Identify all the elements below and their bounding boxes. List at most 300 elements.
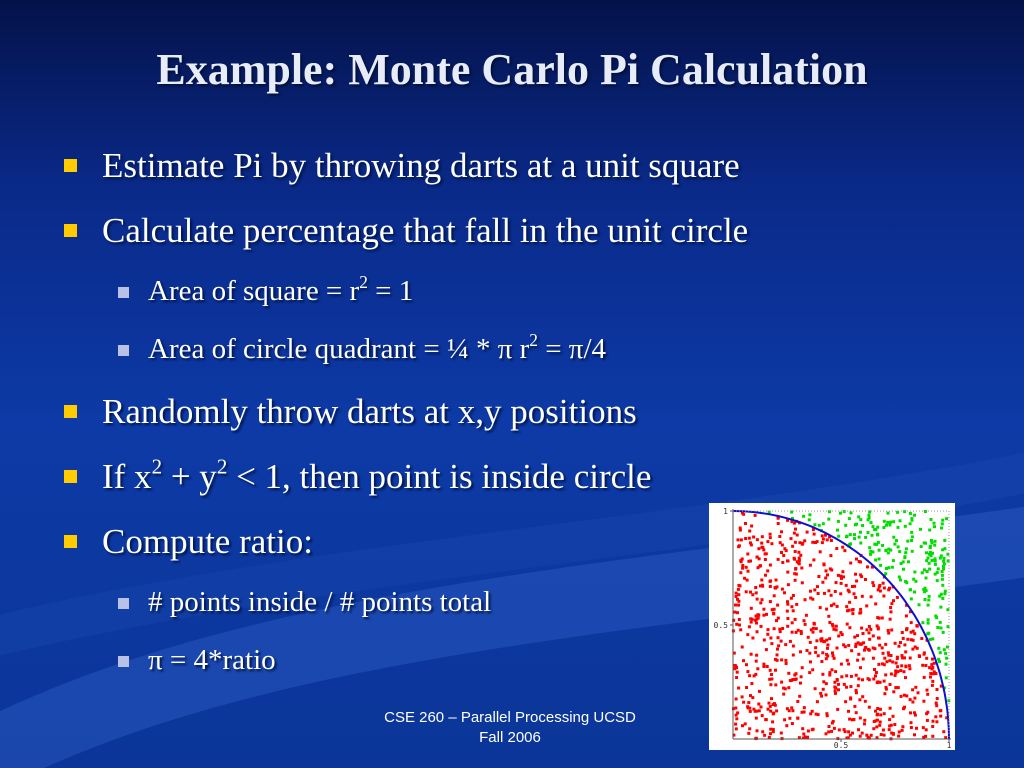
y-tick-label: 0.5 bbox=[713, 621, 728, 630]
point-inside bbox=[788, 709, 791, 712]
point-inside bbox=[745, 686, 748, 689]
point-inside bbox=[865, 628, 868, 631]
point-inside bbox=[751, 593, 754, 596]
point-outside bbox=[909, 512, 912, 515]
point-inside bbox=[898, 645, 901, 648]
point-outside bbox=[934, 540, 937, 543]
point-outside bbox=[808, 518, 811, 521]
monte-carlo-plot bbox=[709, 503, 955, 750]
point-inside bbox=[755, 654, 758, 657]
point-inside bbox=[876, 707, 879, 710]
point-inside bbox=[820, 660, 823, 663]
point-inside bbox=[735, 717, 738, 720]
point-outside bbox=[892, 520, 895, 523]
point-outside bbox=[859, 518, 862, 521]
point-inside bbox=[859, 608, 862, 611]
point-inside bbox=[934, 715, 937, 718]
point-inside bbox=[903, 670, 906, 673]
point-inside bbox=[855, 580, 858, 583]
point-inside bbox=[881, 617, 884, 620]
point-inside bbox=[811, 598, 814, 601]
point-inside bbox=[894, 642, 897, 645]
point-inside bbox=[821, 541, 824, 544]
point-outside bbox=[926, 632, 929, 635]
point-inside bbox=[822, 538, 825, 541]
point-inside bbox=[887, 588, 890, 591]
point-inside bbox=[939, 709, 942, 712]
point-inside bbox=[887, 629, 890, 632]
point-inside bbox=[792, 609, 795, 612]
point-inside bbox=[772, 730, 775, 733]
point-inside bbox=[896, 665, 899, 668]
point-inside bbox=[876, 713, 879, 716]
point-inside bbox=[915, 624, 918, 627]
point-inside bbox=[754, 514, 757, 517]
point-inside bbox=[915, 727, 918, 730]
point-inside bbox=[739, 628, 742, 631]
point-inside bbox=[765, 613, 768, 616]
point-inside bbox=[841, 633, 844, 636]
point-inside bbox=[796, 717, 799, 720]
point-inside bbox=[926, 689, 929, 692]
point-inside bbox=[769, 600, 772, 603]
point-inside bbox=[838, 728, 841, 731]
point-inside bbox=[913, 632, 916, 635]
point-outside bbox=[861, 524, 864, 527]
point-outside bbox=[897, 526, 900, 529]
point-inside bbox=[750, 525, 753, 528]
point-inside bbox=[778, 535, 781, 538]
point-inside bbox=[825, 693, 828, 696]
point-inside bbox=[906, 638, 909, 641]
point-inside bbox=[769, 710, 772, 713]
point-inside bbox=[847, 644, 850, 647]
point-inside bbox=[739, 527, 742, 530]
point-inside bbox=[793, 572, 796, 575]
point-inside bbox=[803, 711, 806, 714]
point-inside bbox=[791, 621, 794, 624]
point-inside bbox=[931, 725, 934, 728]
point-inside bbox=[896, 656, 899, 659]
point-inside bbox=[825, 657, 828, 660]
point-inside bbox=[735, 666, 738, 669]
point-inside bbox=[747, 701, 750, 704]
point-inside bbox=[773, 627, 776, 630]
point-inside bbox=[878, 724, 881, 727]
point-inside bbox=[793, 558, 796, 561]
point-inside bbox=[856, 634, 859, 637]
x-tick-label: 0.5 bbox=[833, 741, 849, 750]
point-inside bbox=[904, 650, 907, 653]
point-inside bbox=[878, 586, 881, 589]
point-inside bbox=[734, 723, 737, 726]
point-inside bbox=[883, 734, 886, 737]
point-inside bbox=[803, 539, 806, 542]
point-outside bbox=[858, 536, 861, 539]
point-inside bbox=[872, 657, 875, 660]
point-outside bbox=[934, 560, 937, 563]
point-inside bbox=[773, 594, 776, 597]
point-inside bbox=[841, 570, 844, 573]
point-inside bbox=[857, 684, 860, 687]
point-inside bbox=[848, 718, 851, 721]
point-inside bbox=[740, 538, 743, 541]
point-outside bbox=[883, 520, 886, 523]
point-inside bbox=[872, 584, 875, 587]
point-outside bbox=[887, 551, 890, 554]
point-inside bbox=[761, 535, 764, 538]
point-outside bbox=[939, 557, 942, 560]
point-inside bbox=[847, 663, 850, 666]
point-inside bbox=[926, 693, 929, 696]
point-inside bbox=[749, 617, 752, 620]
point-inside bbox=[788, 717, 791, 720]
point-inside bbox=[758, 557, 761, 560]
point-inside bbox=[817, 592, 820, 595]
point-inside bbox=[847, 589, 850, 592]
point-inside bbox=[741, 646, 744, 649]
point-inside bbox=[790, 706, 793, 709]
point-outside bbox=[918, 603, 921, 606]
point-inside bbox=[872, 634, 875, 637]
bullet-randomly-throw: Randomly throw darts at x,y positions bbox=[102, 392, 637, 431]
point-inside bbox=[922, 726, 925, 729]
point-outside bbox=[827, 518, 830, 521]
point-inside bbox=[874, 602, 877, 605]
point-inside bbox=[754, 586, 757, 589]
point-inside bbox=[882, 595, 885, 598]
point-inside bbox=[913, 711, 916, 714]
point-inside bbox=[853, 705, 856, 708]
point-inside bbox=[789, 640, 792, 643]
point-inside bbox=[776, 604, 779, 607]
point-inside bbox=[819, 630, 822, 633]
point-outside bbox=[945, 663, 948, 666]
point-inside bbox=[908, 667, 911, 670]
point-inside bbox=[900, 664, 903, 667]
point-inside bbox=[879, 708, 882, 711]
point-inside bbox=[768, 702, 771, 705]
bullet-compute-ratio: Compute ratio: bbox=[102, 522, 313, 561]
point-inside bbox=[855, 691, 858, 694]
point-inside bbox=[837, 574, 840, 577]
point-inside bbox=[840, 582, 843, 585]
point-inside bbox=[769, 669, 772, 672]
point-inside bbox=[874, 710, 877, 713]
point-inside bbox=[908, 664, 911, 667]
point-inside bbox=[846, 659, 849, 662]
point-inside bbox=[911, 688, 914, 691]
point-outside bbox=[904, 580, 907, 583]
point-inside bbox=[819, 550, 822, 553]
point-inside bbox=[877, 680, 880, 683]
point-inside bbox=[868, 638, 871, 641]
point-outside bbox=[848, 517, 851, 520]
point-inside bbox=[769, 579, 772, 582]
point-outside bbox=[937, 658, 940, 661]
point-inside bbox=[787, 583, 790, 586]
point-inside bbox=[782, 554, 785, 557]
point-inside bbox=[794, 579, 797, 582]
point-inside bbox=[803, 706, 806, 709]
point-inside bbox=[760, 579, 763, 582]
point-inside bbox=[813, 533, 816, 536]
point-inside bbox=[754, 619, 757, 622]
point-inside bbox=[832, 628, 835, 631]
point-inside bbox=[859, 561, 862, 564]
point-outside bbox=[864, 536, 867, 539]
point-inside bbox=[890, 732, 893, 735]
point-inside bbox=[739, 571, 742, 574]
point-inside bbox=[936, 697, 939, 700]
point-outside bbox=[920, 545, 923, 548]
point-inside bbox=[884, 673, 887, 676]
point-inside bbox=[921, 664, 924, 667]
point-inside bbox=[769, 533, 772, 536]
point-inside bbox=[901, 725, 904, 728]
point-inside bbox=[735, 698, 738, 701]
point-inside bbox=[776, 653, 779, 656]
point-inside bbox=[920, 637, 923, 640]
point-inside bbox=[858, 642, 861, 645]
point-inside bbox=[780, 530, 783, 533]
point-inside bbox=[747, 732, 750, 735]
point-inside bbox=[830, 539, 833, 542]
point-inside bbox=[849, 696, 852, 699]
point-inside bbox=[769, 705, 772, 708]
point-inside bbox=[872, 727, 875, 730]
point-outside bbox=[927, 618, 930, 621]
point-outside bbox=[898, 576, 901, 579]
point-outside bbox=[921, 571, 924, 574]
point-outside bbox=[874, 559, 877, 562]
point-inside bbox=[823, 640, 826, 643]
point-inside bbox=[734, 604, 737, 607]
point-outside bbox=[942, 560, 945, 563]
point-inside bbox=[854, 596, 857, 599]
point-outside bbox=[853, 537, 856, 540]
point-inside bbox=[757, 547, 760, 550]
point-inside bbox=[817, 575, 820, 578]
point-outside bbox=[836, 529, 839, 532]
point-outside bbox=[818, 524, 821, 527]
point-inside bbox=[826, 643, 829, 646]
point-outside bbox=[937, 567, 940, 570]
point-inside bbox=[738, 624, 741, 627]
point-inside bbox=[898, 731, 901, 734]
point-outside bbox=[904, 525, 907, 528]
point-outside bbox=[931, 559, 934, 562]
point-outside bbox=[945, 517, 948, 520]
point-outside bbox=[868, 546, 871, 549]
point-inside bbox=[884, 643, 887, 646]
point-inside bbox=[761, 714, 764, 717]
point-inside bbox=[860, 627, 863, 630]
point-inside bbox=[859, 666, 862, 669]
point-outside bbox=[837, 520, 840, 523]
point-outside bbox=[879, 564, 882, 567]
point-inside bbox=[883, 712, 886, 715]
point-inside bbox=[800, 567, 803, 570]
point-inside bbox=[836, 647, 839, 650]
point-inside bbox=[870, 595, 873, 598]
point-inside bbox=[737, 687, 740, 690]
point-inside bbox=[801, 581, 804, 584]
point-inside bbox=[766, 665, 769, 668]
point-outside bbox=[943, 557, 946, 560]
point-inside bbox=[761, 730, 764, 733]
point-inside bbox=[910, 726, 913, 729]
point-inside bbox=[741, 695, 744, 698]
point-inside bbox=[825, 732, 828, 735]
point-outside bbox=[892, 536, 895, 539]
point-inside bbox=[889, 683, 892, 686]
point-inside bbox=[897, 686, 900, 689]
point-inside bbox=[815, 627, 818, 630]
point-inside bbox=[864, 647, 867, 650]
point-inside bbox=[833, 681, 836, 684]
point-outside bbox=[802, 515, 805, 518]
point-inside bbox=[765, 648, 768, 651]
point-outside bbox=[928, 562, 931, 565]
point-inside bbox=[796, 700, 799, 703]
point-inside bbox=[825, 682, 828, 685]
point-inside bbox=[864, 578, 867, 581]
point-inside bbox=[925, 728, 928, 731]
point-inside bbox=[797, 551, 800, 554]
point-inside bbox=[756, 538, 759, 541]
point-inside bbox=[749, 541, 752, 544]
point-inside bbox=[877, 663, 880, 666]
point-inside bbox=[764, 574, 767, 577]
point-inside bbox=[762, 614, 765, 617]
point-inside bbox=[769, 728, 772, 731]
point-inside bbox=[872, 678, 875, 681]
point-inside bbox=[775, 579, 778, 582]
point-inside bbox=[780, 658, 783, 661]
point-inside bbox=[738, 544, 741, 547]
point-inside bbox=[931, 658, 934, 661]
point-inside bbox=[737, 604, 740, 607]
point-inside bbox=[826, 647, 829, 650]
point-inside bbox=[735, 727, 738, 730]
point-inside bbox=[755, 615, 758, 618]
point-inside bbox=[761, 585, 764, 588]
point-inside bbox=[761, 598, 764, 601]
point-inside bbox=[816, 700, 819, 703]
point-outside bbox=[868, 514, 871, 517]
point-inside bbox=[767, 628, 770, 631]
point-inside bbox=[787, 672, 790, 675]
point-inside bbox=[744, 537, 747, 540]
point-inside bbox=[756, 630, 759, 633]
point-outside bbox=[919, 528, 922, 531]
point-inside bbox=[786, 571, 789, 574]
point-inside bbox=[736, 711, 739, 714]
point-inside bbox=[831, 722, 834, 725]
point-inside bbox=[809, 641, 812, 644]
point-inside bbox=[813, 622, 816, 625]
point-inside bbox=[888, 659, 891, 662]
point-inside bbox=[761, 546, 764, 549]
point-outside bbox=[928, 595, 931, 598]
point-inside bbox=[806, 649, 809, 652]
point-outside bbox=[933, 525, 936, 528]
point-inside bbox=[911, 648, 914, 651]
point-inside bbox=[901, 729, 904, 732]
point-inside bbox=[826, 538, 829, 541]
point-outside bbox=[911, 519, 914, 522]
point-outside bbox=[945, 676, 948, 679]
slide-footer bbox=[350, 708, 670, 748]
point-inside bbox=[798, 557, 801, 560]
point-inside bbox=[911, 701, 914, 704]
point-inside bbox=[891, 661, 894, 664]
point-outside bbox=[878, 558, 881, 561]
point-inside bbox=[892, 599, 895, 602]
point-outside bbox=[897, 545, 900, 548]
point-inside bbox=[894, 671, 897, 674]
point-outside bbox=[924, 598, 927, 601]
point-inside bbox=[899, 641, 902, 644]
point-inside bbox=[841, 546, 844, 549]
point-outside bbox=[808, 513, 811, 516]
point-inside bbox=[753, 674, 756, 677]
point-inside bbox=[873, 647, 876, 650]
point-inside bbox=[902, 637, 905, 640]
point-outside bbox=[934, 563, 937, 566]
point-inside bbox=[831, 623, 834, 626]
point-inside bbox=[786, 610, 789, 613]
point-inside bbox=[745, 566, 748, 569]
point-inside bbox=[890, 629, 893, 632]
point-inside bbox=[885, 660, 888, 663]
point-outside bbox=[870, 521, 873, 524]
point-inside bbox=[833, 727, 836, 730]
point-inside bbox=[755, 622, 758, 625]
point-outside bbox=[942, 631, 945, 634]
point-inside bbox=[864, 700, 867, 703]
point-inside bbox=[786, 600, 789, 603]
point-inside bbox=[847, 730, 850, 733]
point-outside bbox=[887, 566, 890, 569]
point-outside bbox=[941, 519, 944, 522]
point-inside bbox=[890, 673, 893, 676]
point-outside bbox=[869, 553, 872, 556]
point-inside bbox=[809, 564, 812, 567]
point-outside bbox=[885, 524, 888, 527]
point-inside bbox=[829, 567, 832, 570]
point-inside bbox=[794, 528, 797, 531]
point-outside bbox=[929, 546, 932, 549]
point-inside bbox=[929, 676, 932, 679]
point-inside bbox=[781, 627, 784, 630]
point-inside bbox=[843, 728, 846, 731]
point-inside bbox=[922, 736, 925, 739]
point-inside bbox=[890, 610, 893, 613]
point-inside bbox=[861, 732, 864, 735]
point-inside bbox=[912, 630, 915, 633]
point-outside bbox=[942, 565, 945, 568]
point-outside bbox=[944, 590, 947, 593]
point-inside bbox=[772, 712, 775, 715]
point-inside bbox=[809, 660, 812, 663]
point-inside bbox=[733, 611, 736, 614]
point-outside bbox=[813, 523, 816, 526]
point-inside bbox=[827, 589, 830, 592]
point-inside bbox=[836, 605, 839, 608]
point-inside bbox=[823, 563, 826, 566]
